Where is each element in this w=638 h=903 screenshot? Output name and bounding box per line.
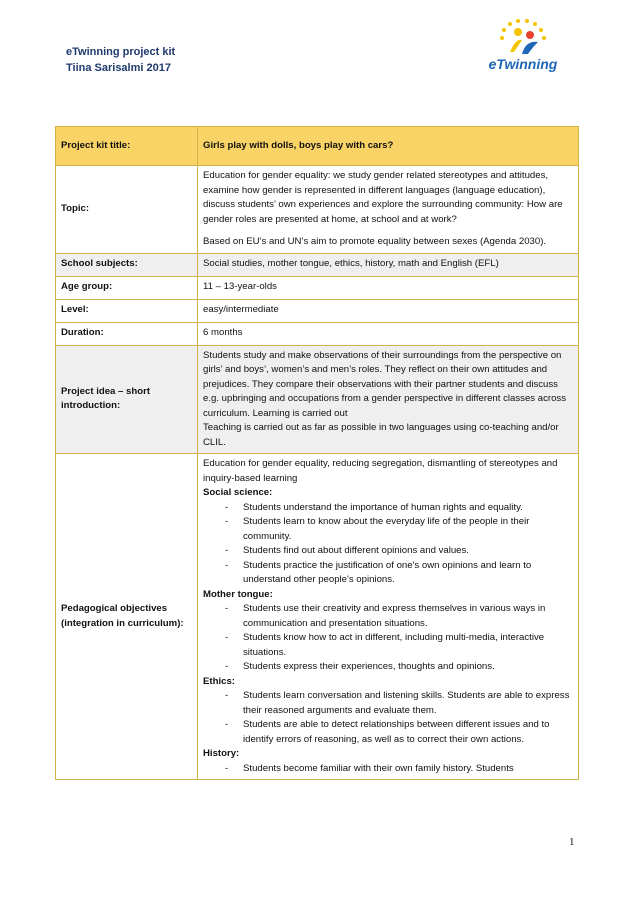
etwinning-logo xyxy=(488,18,558,76)
page-number: 1 xyxy=(569,836,575,848)
objectives-value xyxy=(198,454,579,780)
age-label: Age group: xyxy=(56,276,198,299)
header-line-kit: eTwinning project kit xyxy=(66,46,176,58)
list-item: - Students become familiar with their own family history. Students xyxy=(203,762,573,777)
list-item: - Students are able to detect relationships between different issues and to identify errors of reasoning, as well as to correct their own actions. xyxy=(203,718,573,747)
idea-paragraph-1: Students study and make observations of their surroundings from the perspective on girls’ and boys’, women’s and men’s roles. They reflect on their own attitudes and prejudices. They compare their observations with their partner students and discuss e.g. upbringing and occupations from a gender perspective in different classes across curriculum. Learning is carried out xyxy=(203,349,566,419)
list-item: - Students understand the importance of human rights and equality. xyxy=(203,501,573,516)
list-item: - Students know how to act in different, including multi-media, interactive situations. xyxy=(203,631,573,660)
ethics-list xyxy=(203,689,573,747)
topic-paragraph-2: Based on EU’s and UN’s aim to promote equality between sexes (Agenda 2030). xyxy=(203,236,547,247)
title-value: Girls play with dolls, boys play with cars? xyxy=(198,127,579,166)
table-row-subjects xyxy=(56,253,579,276)
table-row-title xyxy=(56,127,579,166)
objectives-intro: Education for gender equality, reducing segregation, dismantling of stereotypes and inquiry-based learning xyxy=(203,458,558,484)
idea-label: Project idea – short introduction: xyxy=(56,345,198,454)
idea-paragraph-2: Teaching is carried out as far as possible in two languages using co-teaching and/or CLIL. xyxy=(203,422,559,448)
idea-value xyxy=(198,345,579,454)
list-item: - Students learn to know about the everyday life of the people in their community. xyxy=(203,515,573,544)
topic-label: Topic: xyxy=(56,166,198,254)
level-value: easy/intermediate xyxy=(198,299,579,322)
table-row-age xyxy=(56,276,579,299)
project-kit-table xyxy=(55,126,579,780)
list-item: - Students find out about different opinions and values. xyxy=(203,544,573,559)
logo-wordmark: eTwinning xyxy=(488,56,558,72)
history-list xyxy=(203,762,573,777)
social-science-heading: Social science: xyxy=(203,487,273,498)
subjects-label: School subjects: xyxy=(56,253,198,276)
list-item: - Students learn conversation and listening skills. Students are able to express their reasoned arguments and evaluate them. xyxy=(203,689,573,718)
subjects-value: Social studies, mother tongue, ethics, history, math and English (EFL) xyxy=(198,253,579,276)
topic-value xyxy=(198,166,579,254)
ethics-heading: Ethics: xyxy=(203,675,235,687)
table-row-objectives xyxy=(56,454,579,780)
objectives-label: Pedagogical objectives (integration in curriculum): xyxy=(56,454,198,780)
topic-paragraph-1: Education for gender equality: we study gender related stereotypes and attitudes, examine how gender is represented in different languages (language education), discuss students’ own experiences and explore the surrounding community: How are gender roles are presented at home, at school and at work? xyxy=(203,170,563,225)
duration-label: Duration: xyxy=(56,322,198,345)
age-value: 11 – 13-year-olds xyxy=(198,276,579,299)
level-label: Level: xyxy=(56,299,198,322)
list-item: - Students practice the justification of one's own opinions and learn to understand other people's opinions. xyxy=(203,559,573,588)
document-header xyxy=(66,44,175,76)
list-item: - Students use their creativity and express themselves in various ways in communication and presentation situations. xyxy=(203,602,573,631)
mother-tongue-list xyxy=(203,602,573,675)
mother-tongue-heading: Mother tongue: xyxy=(203,588,273,600)
social-science-list xyxy=(203,501,573,588)
list-item: - Students express their experiences, thoughts and opinions. xyxy=(203,660,573,675)
duration-value: 6 months xyxy=(198,322,579,345)
header-line-author: Tiina Sarisalmi 2017 xyxy=(66,62,171,74)
title-label: Project kit title: xyxy=(56,127,198,166)
table-row-duration xyxy=(56,322,579,345)
table-row-level xyxy=(56,299,579,322)
table-row-topic xyxy=(56,166,579,254)
history-heading: History: xyxy=(203,748,240,759)
etwinning-logo-icon xyxy=(488,18,558,58)
table-row-idea xyxy=(56,345,579,454)
